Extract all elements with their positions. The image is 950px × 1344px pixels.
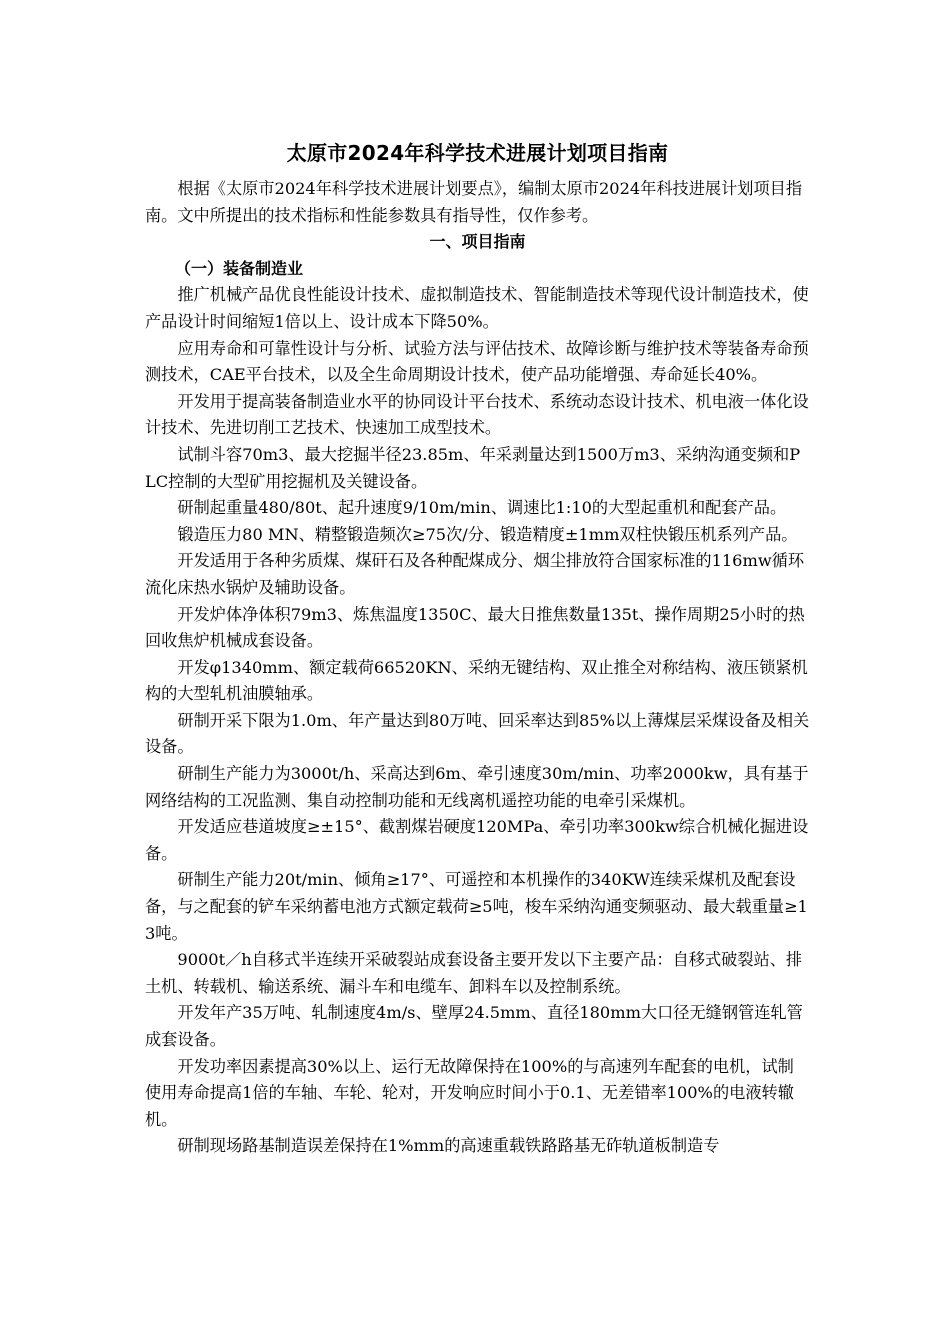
body-paragraph: 开发适应巷道坡度≥±15°、截割煤岩硬度120MPa、牵引功率300kw综合机械化掘进设备。 <box>145 817 809 863</box>
body-paragraph: 研制生产能力为3000t/h、采高达到6m、牵引速度30m/min、功率2000kw，具有基于网络结构的工况监测、集自动控制功能和无线离机遥控功能的电牵引采煤机。 <box>145 764 809 810</box>
body-paragraph: 开发用于提高装备制造业水平的协同设计平台技术、系统动态设计技术、机电液一体化设计技术、先进切削工艺技术、快速加工成型技术。 <box>145 391 809 438</box>
body-paragraph: 开发φ1340mm、额定载荷66520KN、采纳无键结构、双止推全对称结构、液压锁紧机构的大型轧机油膜轴承。 <box>145 657 808 704</box>
document-body <box>145 138 810 1160</box>
body-paragraph: 推广机械产品优良性能设计技术、虚拟制造技术、智能制造技术等现代设计制造技术，使产品设计时间缩短1倍以上、设计成本下降50%。 <box>145 285 809 331</box>
section-heading: 一、项目指南 <box>429 232 526 252</box>
body-paragraph: 开发年产35万吨、轧制速度4m/s、壁厚24.5mm、直径180mm大口径无缝钢管连轧管成套设备。 <box>145 1003 803 1049</box>
body-paragraph: 锻造压力80 MN、精整锻造频次≥75次/分、锻造精度±1mm双柱快锻压机系列产品。 <box>177 524 798 544</box>
body-paragraph: 试制斗容70m3、最大挖掘半径23.85m、年采剥量达到1500万m3、采纳沟通变频和PLC控制的大型矿用挖掘机及关键设备。 <box>145 444 801 491</box>
body-paragraph: 研制生产能力20t/min、倾角≥17°、可遥控和本机操作的340KW连续采煤机及配套设备，与之配套的铲车采纳蓄电池方式额定载荷≥5吨，梭车采纳沟通变频驱动、最大载重量≥13吨。 <box>145 870 808 943</box>
body-paragraph: 9000t／h自移式半连续开采破裂站成套设备主要开发以下主要产品：自移式破裂站、排土机、转载机、输送系统、漏斗车和电缆车、卸料车以及控制系统。 <box>145 950 803 996</box>
body-paragraph: 开发适用于各种劣质煤、煤矸石及各种配煤成分、烟尘排放符合国家标准的116mw循环流化床热水锅炉及辅助设备。 <box>145 551 805 597</box>
intro-paragraph: 根据《太原市2024年科学技术进展计划要点》，编制太原市2024年科技进展计划项目指南。文中所提出的技术指标和性能参数具有指导性，仅作参考。 <box>145 179 803 225</box>
document-title: 太原市2024年科学技术进展计划项目指南 <box>286 141 669 165</box>
sub-heading: （一）装备制造业 <box>175 258 304 278</box>
body-paragraph: 研制现场路基制造误差保持在1%mm的高速重载铁路路基无砟轨道板制造专 <box>177 1136 720 1156</box>
body-paragraph: 开发炉体净体积79m3、炼焦温度1350C、最大日推焦数量135t、操作周期25小时的热回收焦炉机械成套设备。 <box>145 604 805 651</box>
body-paragraph: 开发功率因素提高30%以上、运行无故障保持在100%的与高速列车配套的电机，试制使用寿命提高1倍的车轴、车轮、轮对，开发响应时间小于0.1、无差错率100%的电液转辙机。 <box>145 1056 794 1129</box>
body-paragraph: 应用寿命和可靠性设计与分析、试验方法与评估技术、故障诊断与维护技术等装备寿命预测技术，CAE平台技术，以及全生命周期设计技术，使产品功能增强、寿命延长40%。 <box>145 338 809 385</box>
body-paragraph: 研制起重量480/80t、起升速度9/10m/min、调速比1:10的大型起重机和配套产品。 <box>177 498 787 518</box>
body-paragraph: 研制开采下限为1.0m、年产量达到80万吨、回采率达到85%以上薄煤层采煤设备及相关设备。 <box>145 710 810 757</box>
